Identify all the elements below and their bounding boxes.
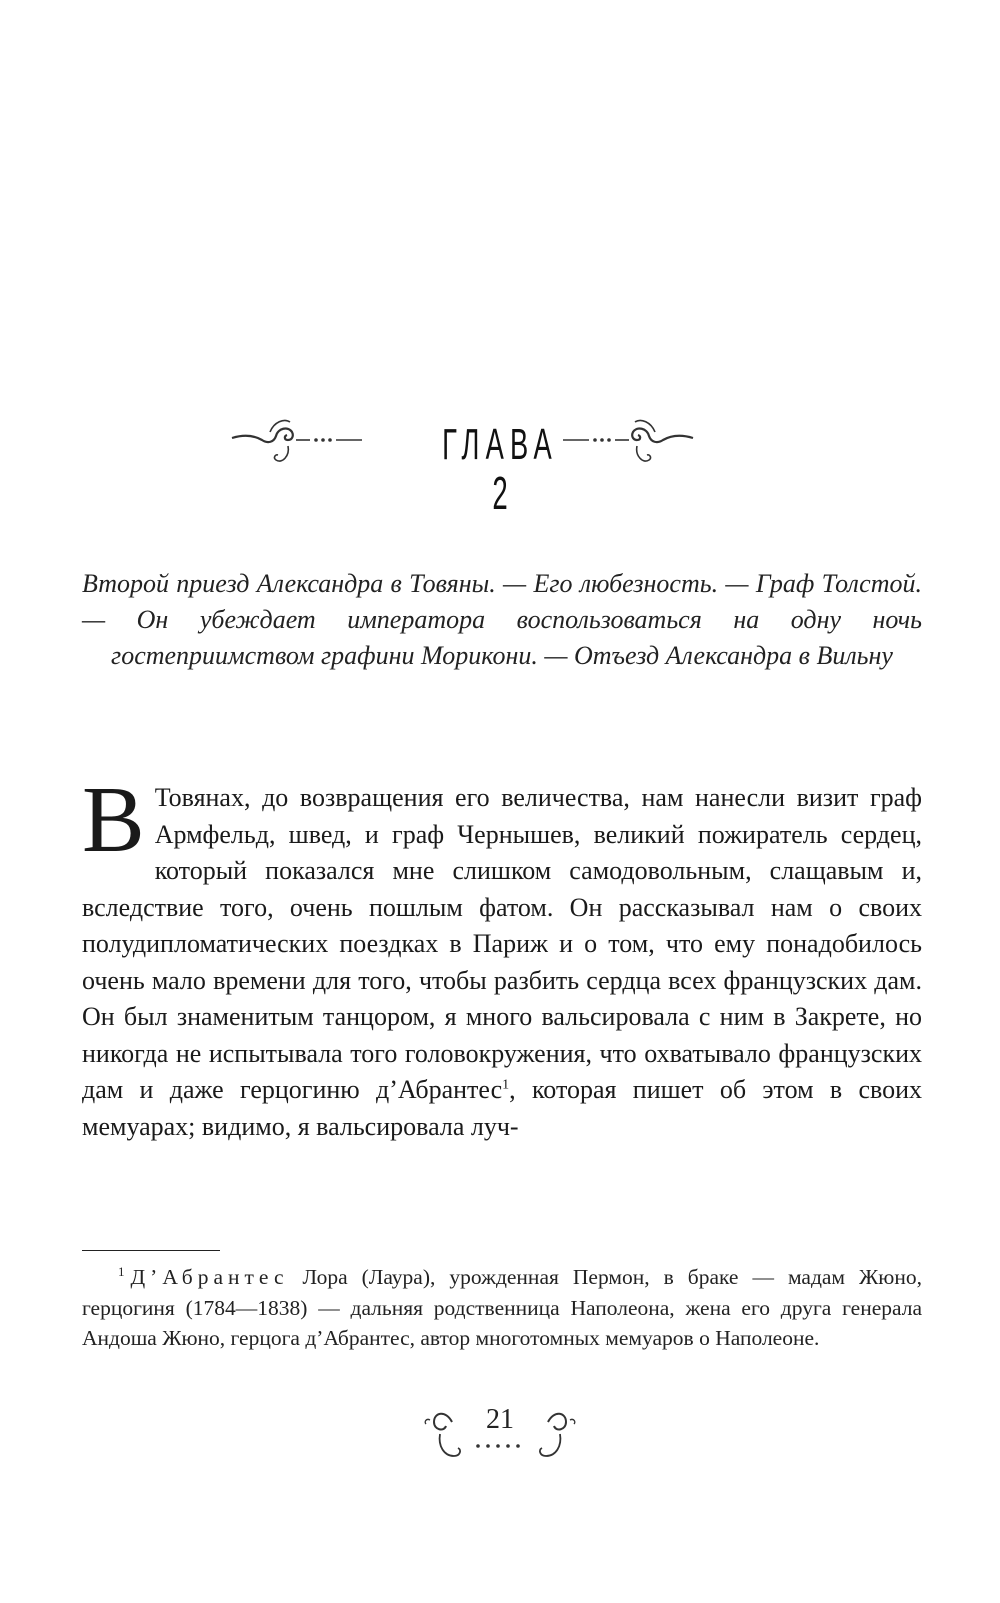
footnote-text: Лора (Лаура), урожденная Пермон, в браке — мадам Жюно, герцогиня (1784—1838) — дальняя родственница Наполеона, жена его друга генерала Андоша Жюно, герцога д’Абрантес, автор многотомных мемуаров о Наполеоне. — [82, 1265, 922, 1350]
page-number-block — [390, 1400, 610, 1480]
paragraph-text-continued: , которая пишет об этом в своих мемуарах; видимо, я вальсировала луч- — [82, 1075, 923, 1141]
footnote-reference: 1 — [502, 1077, 510, 1093]
footnote — [82, 1262, 922, 1354]
footnote-mark: 1 — [118, 1263, 125, 1279]
drop-cap: В — [82, 768, 145, 872]
right-flourish-ornament — [560, 410, 695, 480]
chapter-summary: Второй приезд Александра в Товяны. — Его любезность. — Граф Толстой. — Он убеждает императора воспользоваться на одну ночь гостеприимством графини Морикони. — Отъезд Александра в Вильну — [82, 569, 922, 670]
main-paragraph — [82, 768, 923, 1145]
left-flourish-ornament — [230, 410, 365, 480]
footnote-divider — [82, 1250, 220, 1251]
chapter-heading — [0, 400, 1000, 530]
chapter-label: ГЛАВА — [442, 420, 558, 469]
footnote-name: Д’Абрантес — [130, 1265, 289, 1289]
chapter-number: 2 — [492, 467, 508, 519]
paragraph-text: Товянах, до возвращения его величества, нам нанесли визит граф Армфельд, швед, и граф Чернышев, великий пожиратель сердец, который показался мне слишком самодовольным, слащавым и, вследствие того, очень пошлым фатом. Он рассказывал нам о своих полудипломатических поездках в Париж и о том, что ему понадобилось очень мало времени для того, чтобы разбить сердца всех французских дам. Он был знаменитым танцором, я много вальсировала с ним в Закрете, но никогда не испытывала того головокружения, что охватывало французских дам и даже герцогиню д’Абрантес — [82, 783, 922, 1104]
page-number: 21 — [486, 1404, 514, 1435]
